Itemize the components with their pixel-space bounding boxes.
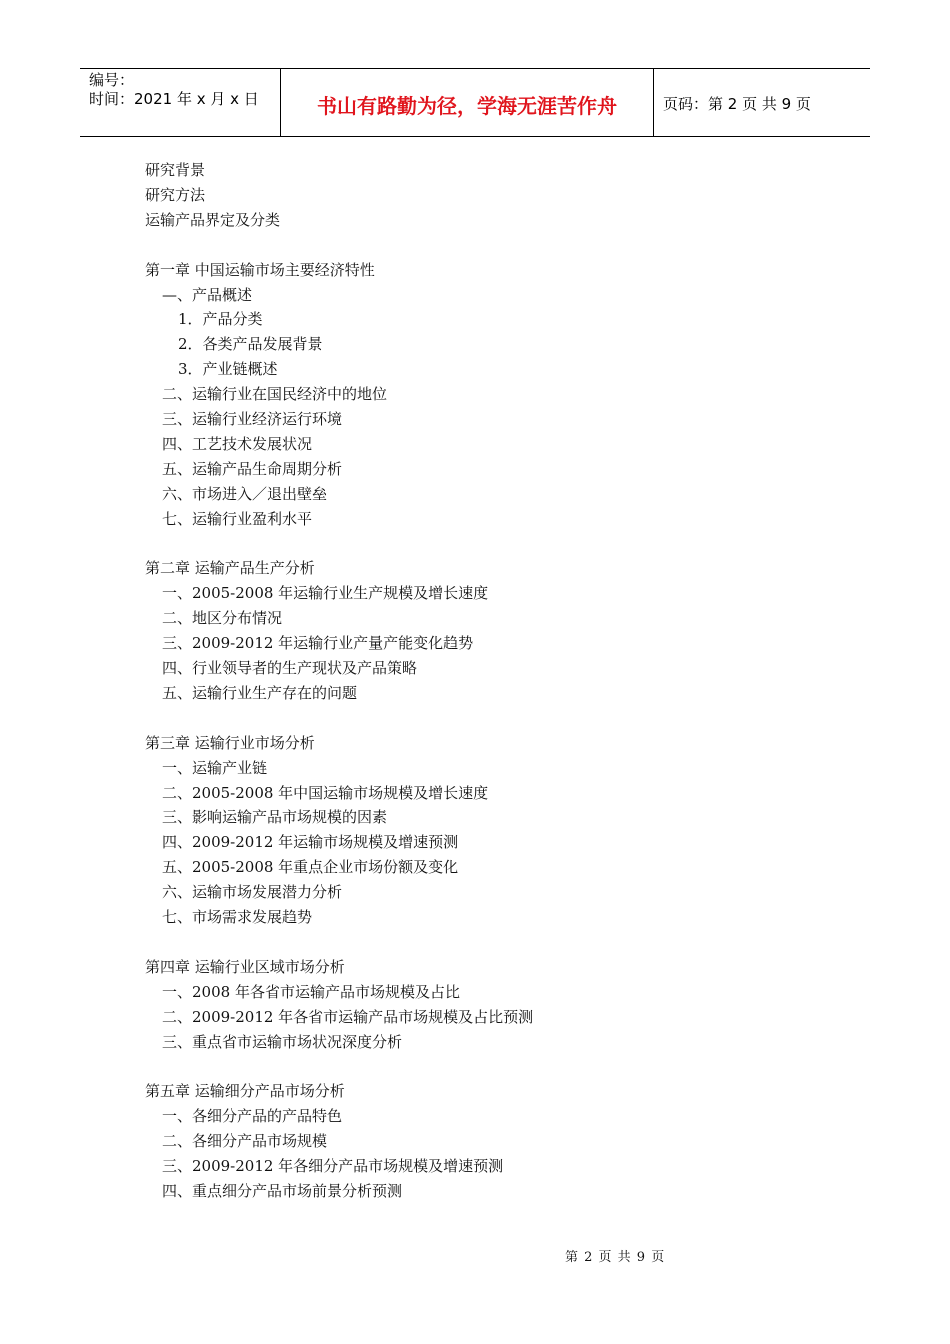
header-meta bbox=[80, 69, 281, 136]
toc-section: 三、2009-2012 年各细分产品市场规模及增速预测 bbox=[162, 1157, 504, 1175]
toc-section: 七、运输行业盈利水平 bbox=[162, 509, 313, 528]
toc-section: 六、运输市场发展潜力分析 bbox=[162, 883, 343, 902]
document-number-label: 编号： bbox=[89, 71, 135, 89]
toc-heading: 第四章 运输行业区域市场分析 bbox=[145, 957, 345, 976]
toc-section: 四、行业领导者的生产现状及产品策略 bbox=[162, 659, 418, 677]
toc-heading: 第三章 运输行业市场分析 bbox=[145, 733, 315, 752]
toc-section: 二、运输行业在国民经济中的地位 bbox=[162, 385, 388, 404]
toc-section: 七、市场需求发展趋势 bbox=[162, 908, 313, 926]
toc-section: 五、运输行业生产存在的问题 bbox=[162, 683, 358, 702]
toc-heading: 研究背景 bbox=[145, 161, 206, 179]
toc-section: 四、重点细分产品市场前景分析预测 bbox=[162, 1181, 403, 1200]
toc-section: 二、各细分产品市场规模 bbox=[162, 1132, 328, 1151]
toc-section: —、产品概述 bbox=[162, 285, 253, 304]
toc-heading: 第二章 运输产品生产分析 bbox=[145, 559, 315, 578]
toc-section: 五、2005-2008 年重点企业市场份额及变化 bbox=[162, 858, 459, 877]
toc-subsection: 2．各类产品发展背景 bbox=[178, 335, 323, 354]
toc-section: 二、2009-2012 年各省市运输产品市场规模及占比预测 bbox=[162, 1007, 534, 1026]
header-motto: 书山有路勤为径，学海无涯苦作舟 bbox=[281, 69, 654, 136]
document-date: 时间：2021 年 x 月 x 日 bbox=[89, 90, 259, 108]
toc-section: 三、重点省市运输市场状况深度分析 bbox=[162, 1032, 403, 1051]
page-header bbox=[80, 68, 870, 137]
toc-heading: 研究方法 bbox=[145, 185, 206, 204]
toc-section: 一、2008 年各省市运输产品市场规模及占比 bbox=[162, 982, 460, 1001]
toc-section: 一、运输产业链 bbox=[162, 758, 268, 777]
toc-section: 一、2005-2008 年运输行业生产规模及增长速度 bbox=[162, 584, 489, 603]
toc-section: 三、运输行业经济运行环境 bbox=[162, 410, 343, 428]
toc-section: 四、工艺技术发展状况 bbox=[162, 434, 313, 453]
toc-subsection: 1．产品分类 bbox=[178, 310, 263, 329]
toc-section: 五、运输产品生命周期分析 bbox=[162, 459, 343, 478]
toc-heading: 运输产品界定及分类 bbox=[145, 210, 281, 229]
toc-section: 三、2009-2012 年运输行业产量产能变化趋势 bbox=[162, 634, 474, 653]
toc-section: 三、影响运输产品市场规模的因素 bbox=[162, 808, 388, 827]
toc-heading: 第五章 运输细分产品市场分析 bbox=[145, 1082, 345, 1101]
page-footer: 第 2 页 共 9 页 bbox=[565, 1250, 666, 1265]
toc-section: 二、2005-2008 年中国运输市场规模及增长速度 bbox=[162, 783, 489, 802]
toc-section: 六、市场进入／退出壁垒 bbox=[162, 484, 328, 503]
toc-section: 二、地区分布情况 bbox=[162, 609, 283, 628]
toc-subsection: 3．产业链概述 bbox=[178, 360, 278, 379]
toc-heading: 第一章 中国运输市场主要经济特性 bbox=[145, 260, 375, 279]
header-page-info: 页码：第 2 页 共 9 页 bbox=[663, 95, 811, 113]
toc-section: 一、各细分产品的产品特色 bbox=[162, 1107, 343, 1126]
toc-section: 四、2009-2012 年运输市场规模及增速预测 bbox=[162, 833, 459, 852]
